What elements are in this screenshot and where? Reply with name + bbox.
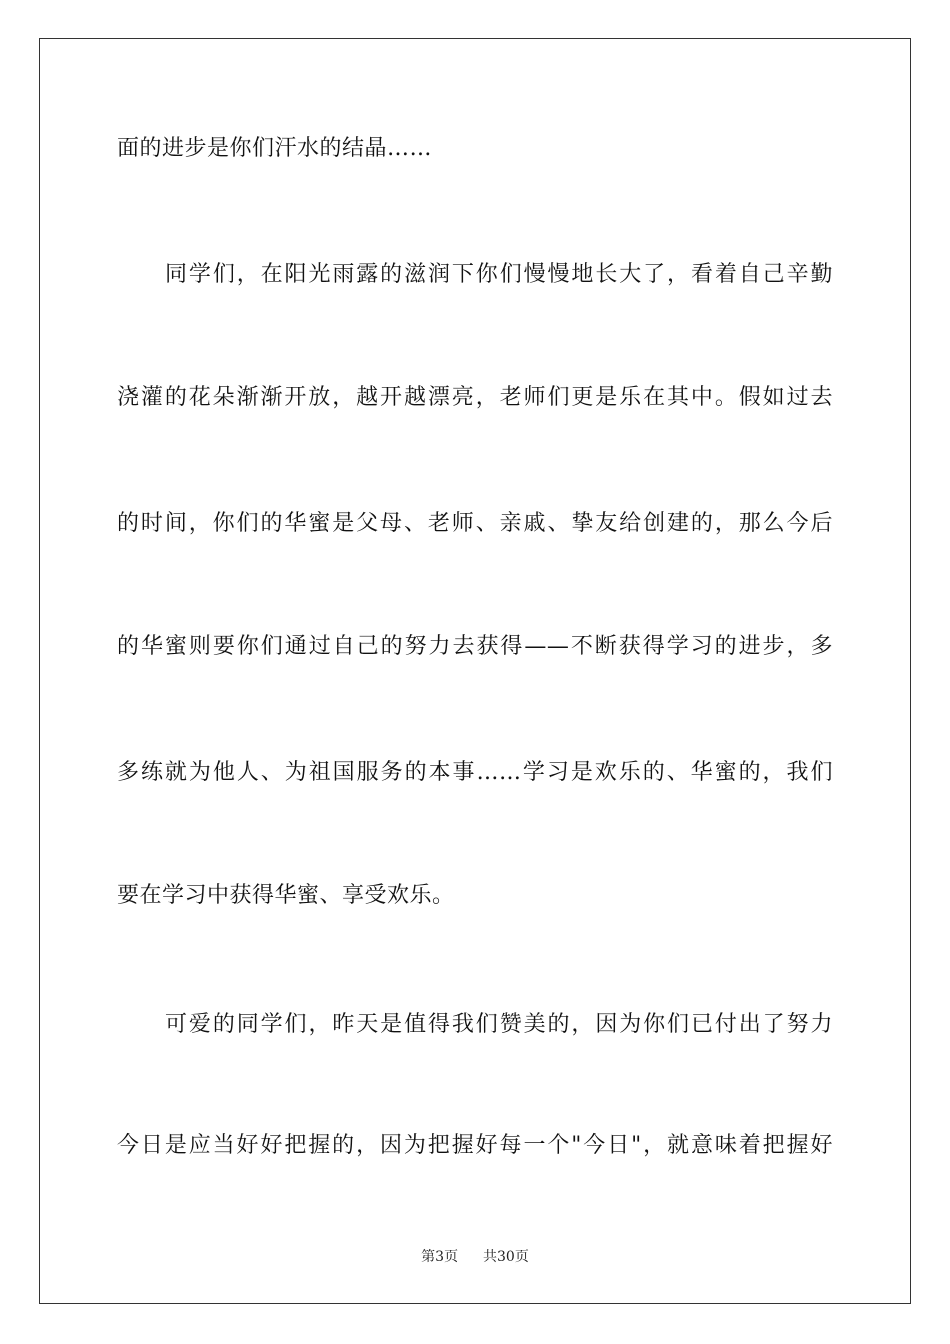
page-number: 第3页 (421, 1249, 459, 1265)
text-line-1: 面的进步是你们汗水的结晶…… (117, 136, 433, 161)
text-line-3: 浇灌的花朵渐渐开放，越开越漂亮，老师们更是乐在其中。假如过去 (117, 385, 833, 410)
text-line-9: 今日是应当好好把握的，因为把握好每一个"今日"，就意味着把握好 (117, 1133, 833, 1158)
text-line-8: 可爱的同学们，昨天是值得我们赞美的，因为你们已付出了努力 (165, 1012, 833, 1037)
text-line-5: 的华蜜则要你们通过自己的努力去获得——不断获得学习的进步，多 (117, 634, 833, 659)
text-line-4: 的时间，你们的华蜜是父母、老师、亲戚、挚友给创建的，那么今后 (117, 511, 833, 536)
text-line-7: 要在学习中获得华蜜、享受欢乐。 (117, 883, 455, 908)
page-border (39, 38, 911, 1304)
text-line-6: 多练就为他人、为祖国服务的本事……学习是欢乐的、华蜜的，我们 (117, 760, 833, 785)
text-line-2: 同学们，在阳光雨露的滋润下你们慢慢地长大了，看着自己辛勤 (165, 262, 833, 287)
total-pages: 共30页 (483, 1249, 529, 1265)
page-footer (0, 1248, 950, 1266)
